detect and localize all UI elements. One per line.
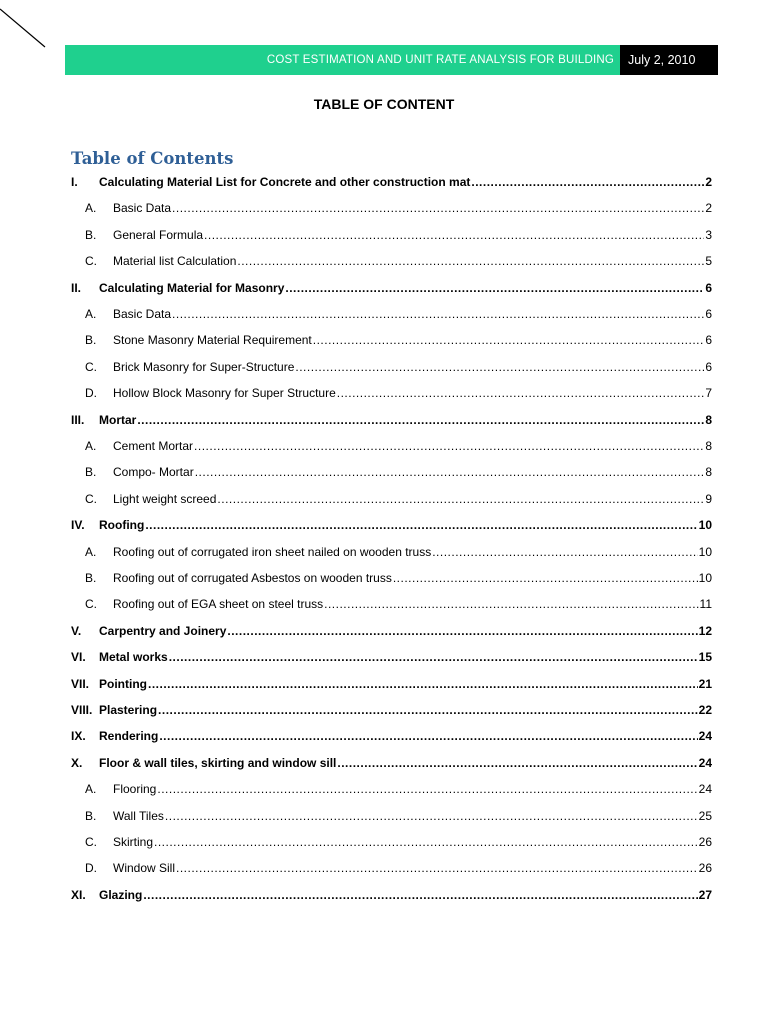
toc-entry-number: A. xyxy=(85,201,97,216)
toc-entry-number: B. xyxy=(85,227,97,242)
toc-entry-number: C. xyxy=(85,254,97,269)
toc-entry-title: Wall Tiles xyxy=(113,808,164,823)
toc-leader-dots xyxy=(237,254,704,268)
toc-entry-page: 2 xyxy=(705,201,712,216)
toc-entry-number: VI. xyxy=(71,650,86,665)
toc-entry-number: A. xyxy=(85,439,97,453)
toc-leader-dots xyxy=(145,518,697,532)
toc-entry-page: 5 xyxy=(705,254,712,269)
corner-diagonal-line xyxy=(0,0,50,50)
toc-entry[interactable] xyxy=(85,465,712,479)
toc-entry-number: C. xyxy=(85,491,97,506)
toc-entry[interactable] xyxy=(85,545,712,559)
toc-entry-page: 12 xyxy=(698,623,712,638)
toc-entry-page: 24 xyxy=(698,782,712,797)
toc-entry-page: 15 xyxy=(698,650,712,665)
toc-entry-number: B. xyxy=(85,571,97,585)
toc-entry-title: Mortar xyxy=(99,412,137,427)
toc-entry-title: Metal works xyxy=(99,650,168,665)
toc-entry-number: IV. xyxy=(71,518,85,533)
toc-leader-dots xyxy=(227,624,697,638)
toc-entry-title: Light weight screed xyxy=(113,491,217,506)
toc-leader-dots xyxy=(172,201,704,215)
page-header xyxy=(65,45,718,75)
toc-entry-number: D. xyxy=(85,386,97,401)
toc-entry-title: Calculating Material for Masonry xyxy=(99,280,285,295)
toc-entry-title: Cement Mortar xyxy=(113,439,194,453)
toc-entry-number: VIII. xyxy=(71,703,93,717)
toc-leader-dots xyxy=(337,756,697,770)
toc-leader-dots xyxy=(159,729,697,743)
toc-leader-dots xyxy=(204,228,704,242)
toc-entry-page: 24 xyxy=(698,755,712,770)
toc-entry-number: B. xyxy=(85,465,97,480)
toc-leader-dots xyxy=(169,650,698,664)
toc-entry[interactable] xyxy=(71,756,712,770)
toc-entry-page: 6 xyxy=(705,333,712,348)
toc-entry[interactable] xyxy=(71,703,712,717)
toc-entry[interactable] xyxy=(71,729,712,743)
toc-entry-title: Hollow Block Masonry for Super Structure xyxy=(113,386,336,401)
toc-entry-number: B. xyxy=(85,333,97,348)
toc-entry[interactable] xyxy=(71,281,712,295)
toc-leader-dots xyxy=(165,809,698,823)
toc-entry-title: Material list Calculation xyxy=(113,254,237,269)
toc-entry[interactable] xyxy=(71,624,712,638)
toc-entry-title: Flooring xyxy=(113,782,157,797)
toc-entry-number: VII. xyxy=(71,676,90,691)
toc-entry-page: 21 xyxy=(698,676,712,691)
toc-entry-number: A. xyxy=(85,544,97,559)
toc-entry[interactable] xyxy=(71,413,712,427)
header-date: July 2, 2010 xyxy=(620,45,718,75)
toc-entry[interactable] xyxy=(71,650,712,664)
toc-entry-title: Floor & wall tiles, skirting and window sill xyxy=(99,755,337,770)
toc-leader-dots xyxy=(148,677,698,691)
toc-entry-page: 6 xyxy=(705,280,712,295)
toc-entry-title: Brick Masonry for Super-Structure xyxy=(113,359,295,374)
toc-entry-title: Calculating Material List for Concrete and other construction mat xyxy=(99,175,471,189)
toc-entry-page: 2 xyxy=(705,175,712,189)
toc-entry-page: 8 xyxy=(705,439,712,453)
toc-entry-page: 7 xyxy=(705,386,712,401)
toc-entry-title: Basic Data xyxy=(113,201,172,216)
toc-entry-title: Carpentry and Joinery xyxy=(99,623,227,638)
toc-entry-number: B. xyxy=(85,808,97,823)
toc-leader-dots xyxy=(195,465,705,479)
toc-leader-dots xyxy=(137,413,704,427)
toc-entry-number: C. xyxy=(85,359,97,374)
toc-entry[interactable] xyxy=(85,228,712,242)
toc-leader-dots xyxy=(157,782,697,796)
toc-heading: Table of Contents xyxy=(71,149,234,168)
toc-leader-dots xyxy=(337,386,705,400)
toc-entry-number: I. xyxy=(71,175,78,189)
toc-entry-number: XI. xyxy=(71,887,86,902)
toc-entry-title: General Formula xyxy=(113,227,204,242)
toc-entry[interactable] xyxy=(85,782,712,796)
toc-entry[interactable] xyxy=(85,809,712,823)
toc-entry-number: A. xyxy=(85,782,97,797)
toc-entry-page: 10 xyxy=(698,571,712,585)
toc-entry-title: Roofing out of corrugated Asbestos on wooden truss xyxy=(113,571,392,585)
toc-entry[interactable] xyxy=(85,360,712,374)
toc-leader-dots xyxy=(158,703,698,717)
toc-leader-dots xyxy=(143,888,697,902)
toc-entry-page: 25 xyxy=(698,808,712,823)
toc-entry-page: 26 xyxy=(698,861,712,876)
toc-leader-dots xyxy=(176,861,698,875)
toc-leader-dots xyxy=(313,333,705,347)
toc-entry-page: 10 xyxy=(698,518,712,533)
toc-entry[interactable] xyxy=(71,888,712,902)
toc-entry-title: Rendering xyxy=(99,729,159,744)
toc-entry[interactable] xyxy=(71,518,712,532)
toc-entry[interactable] xyxy=(85,597,712,611)
toc-entry[interactable] xyxy=(85,386,712,400)
toc-leader-dots xyxy=(471,175,704,189)
toc-leader-dots xyxy=(393,571,698,585)
toc-entry-number: C. xyxy=(85,597,97,612)
toc-entry-page: 11 xyxy=(699,597,712,612)
toc-entry-number: X. xyxy=(71,755,83,770)
toc-leader-dots xyxy=(194,439,704,453)
toc-entry-number: D. xyxy=(85,861,97,876)
toc-entry-title: Glazing xyxy=(99,887,143,902)
toc-entry-page: 24 xyxy=(698,729,712,744)
toc-leader-dots xyxy=(324,597,698,611)
toc-entry-title: Roofing out of corrugated iron sheet nailed on wooden truss xyxy=(113,544,432,559)
toc-entry-number: C. xyxy=(85,835,97,849)
toc-entry-number: A. xyxy=(85,307,97,321)
toc-entry[interactable] xyxy=(85,492,712,506)
toc-entry-number: IX. xyxy=(71,729,86,744)
document-title: TABLE OF CONTENT xyxy=(313,96,455,112)
toc-entry[interactable] xyxy=(71,175,712,189)
toc-leader-dots xyxy=(154,835,698,849)
toc-entry-title: Compo- Mortar xyxy=(113,465,194,480)
toc-entry-page: 9 xyxy=(705,491,712,506)
toc-entry-number: II. xyxy=(71,280,82,295)
toc-entry-title: Window Sill xyxy=(113,861,176,876)
toc-entry-page: 27 xyxy=(698,887,712,902)
toc-entry-page: 26 xyxy=(698,835,712,849)
toc-entry-page: 22 xyxy=(698,703,712,717)
toc-entry[interactable] xyxy=(85,861,712,875)
toc-leader-dots xyxy=(295,360,704,374)
toc-entry-title: Basic Data xyxy=(113,307,172,321)
toc-leader-dots xyxy=(285,281,704,295)
toc-entry[interactable] xyxy=(85,333,712,347)
toc-entry-number: V. xyxy=(71,623,82,638)
toc-entry[interactable] xyxy=(85,571,712,585)
toc-entry-page: 8 xyxy=(705,412,712,427)
header-title: COST ESTIMATION AND UNIT RATE ANALYSIS FOR BUILDING xyxy=(65,45,620,75)
toc-entry-title: Roofing xyxy=(99,518,145,533)
toc-entry[interactable] xyxy=(85,201,712,215)
toc-entry-title: Skirting xyxy=(113,835,154,849)
toc-entry[interactable] xyxy=(85,835,712,849)
toc-entry-title: Stone Masonry Material Requirement xyxy=(113,333,312,348)
toc-entry-title: Pointing xyxy=(99,676,147,691)
toc-leader-dots xyxy=(172,307,704,321)
toc-leader-dots xyxy=(217,492,704,506)
toc-entry-page: 6 xyxy=(705,359,712,374)
toc-entry-page: 3 xyxy=(705,227,712,242)
toc-entry[interactable] xyxy=(85,254,712,268)
toc-entry-number: III. xyxy=(71,412,85,427)
toc-entry[interactable] xyxy=(71,677,712,691)
toc-entry[interactable] xyxy=(85,439,712,453)
toc-entry-title: Plastering xyxy=(99,703,158,717)
toc-entry[interactable] xyxy=(85,307,712,321)
toc-entry-page: 10 xyxy=(698,544,712,559)
toc-entry-page: 8 xyxy=(705,465,712,480)
toc-entry-title: Roofing out of EGA sheet on steel truss xyxy=(113,597,324,612)
toc-entry-page: 6 xyxy=(705,307,712,321)
toc-leader-dots xyxy=(432,545,697,559)
